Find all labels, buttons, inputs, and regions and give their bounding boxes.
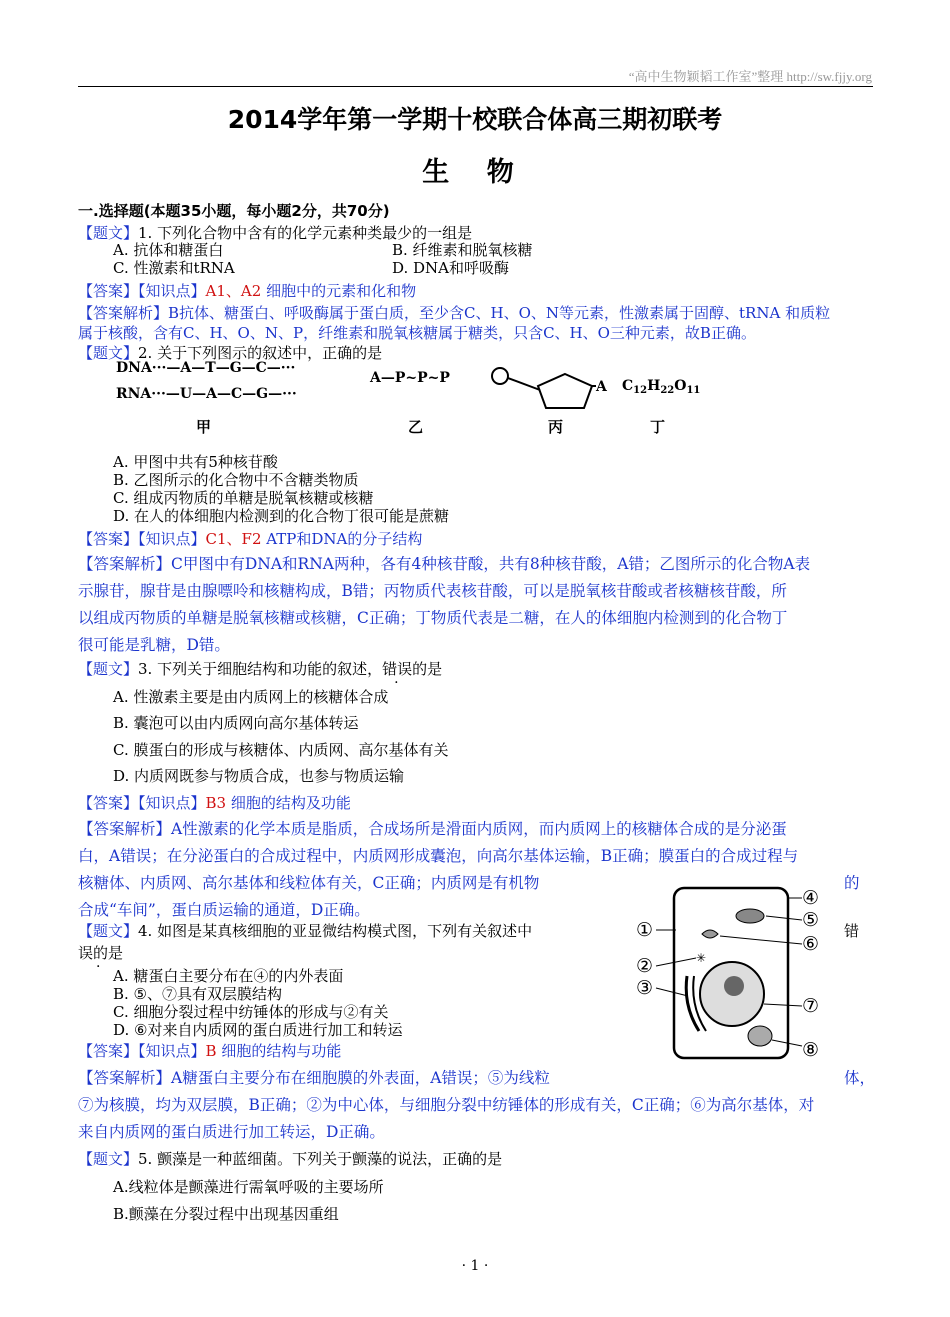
nucleolus <box>724 976 744 996</box>
question-tag: 【题文】 <box>78 224 139 242</box>
q1-option-a: A. 抗体和糖蛋白 <box>113 241 224 259</box>
page-number: · 1 · <box>461 1258 489 1274</box>
q1-analysis-text-1: B抗体、糖蛋白、呼吸酶属于蛋白质，至少含C、H、O、N等元素，性激素属于固醇、tRNA 和质粒 <box>168 304 831 322</box>
knowledge-tag: 【知识点】 <box>138 530 206 548</box>
q3-stem-mark: 错误 <box>382 660 413 678</box>
q3-knowledge-code: B3 <box>205 794 227 812</box>
q3-option-a: A. 性激素主要是由内质网上的核糖体合成 <box>113 688 389 706</box>
phosphate-circle <box>492 368 508 384</box>
q3-analysis-tail-right: 的 <box>844 874 860 892</box>
q2-analysis-text-4: 很可能是乳糖，D错。 <box>78 636 230 654</box>
label-3: ③ <box>636 977 654 999</box>
q4-stem-cont: 误的是 <box>78 944 124 962</box>
q4-analysis-right: 体， <box>844 1069 876 1087</box>
q2-stem-text: 2. 关于下列图示的叙述中，正确的是 <box>138 344 383 362</box>
organelle-8 <box>748 1026 772 1046</box>
question-tag: 【题文】 <box>78 1150 139 1168</box>
analysis-tag: 【答案解析】 <box>78 820 172 838</box>
q4-answer-line <box>78 1040 341 1062</box>
formula-ding: $C_{12}H_{22}O_{11}$ <box>622 378 701 396</box>
q2-analysis-text-1: C甲图中有DNA和RNA两种，各有4种核苷酸，共有8种核苷酸，A错；乙图所示的化合物A表 <box>171 555 811 573</box>
q3-option-b: B. 囊泡可以由内质网向高尔基体转运 <box>113 714 359 732</box>
q2-figure <box>100 352 740 442</box>
question-tag: 【题文】 <box>78 660 139 678</box>
q5-stem <box>78 1148 502 1170</box>
link-line <box>508 378 540 390</box>
q4-analysis-text-3: 来自内质网的蛋白质进行加工转运，D正确。 <box>78 1123 385 1141</box>
question-tag: 【题文】 <box>78 922 139 940</box>
question-tag: 【题文】 <box>78 344 139 362</box>
analysis-tag: 【答案解析】 <box>78 555 172 573</box>
q4-option-d: D. ⑥对来自内质网的蛋白质进行加工和转运 <box>113 1021 403 1039</box>
q3-answer-line <box>78 792 351 814</box>
knowledge-tag: 【知识点】 <box>138 794 206 812</box>
header-watermark: “高中生物颖韬工作室”整理 http://sw.fjjy.org <box>628 69 872 84</box>
q4-option-b: B. ⑤、⑦具有双层膜结构 <box>113 985 283 1003</box>
label-4: ④ <box>802 887 820 909</box>
q2-option-d: D. 在人的体细胞内检测到的化合物丁很可能是蔗糖 <box>113 507 450 525</box>
q1-knowledge-code: A1、A2 <box>205 282 262 300</box>
q3-analysis-text-3: 核糖体、内质网、高尔基体和线粒体有关，C正确；内质网是有机物 <box>78 874 540 892</box>
label-8: ⑧ <box>802 1039 820 1061</box>
knowledge-tag: 【知识点】 <box>138 282 206 300</box>
base-label: A <box>596 379 607 395</box>
q2-option-c: C. 组成丙物质的单糖是脱氧核糖或核糖 <box>113 489 374 507</box>
answer-tag: 【答案】 <box>78 282 139 300</box>
q1-stem-text: 1. 下列化合物中含有的化学元素种类最少的一组是 <box>138 224 473 242</box>
golgi <box>702 930 718 938</box>
q3-stem-end: 的是 <box>412 660 443 678</box>
q1-option-b: B. 纤维素和脱氧核糖 <box>392 241 533 259</box>
q1-answer-line <box>78 280 416 302</box>
analysis-tag: 【答案解析】 <box>78 1069 172 1087</box>
q5-stem-text: 5. 颤藻是一种蓝细菌。下列关于颤藻的说法，正确的是 <box>138 1150 503 1168</box>
knowledge-tag: 【知识点】 <box>138 1042 206 1060</box>
answer-tag: 【答案】 <box>78 530 139 548</box>
q4-stem-right: 错 <box>844 922 860 940</box>
q3-analysis-last: 合成“车间”，蛋白质运输的通道，D正确。 <box>78 901 370 919</box>
q2-knowledge-code: C1、F2 <box>205 530 262 548</box>
mitochondrion <box>736 909 764 923</box>
atp-formula: A—P~P~P <box>370 370 450 386</box>
answer-tag: 【答案】 <box>78 794 139 812</box>
q2-analysis <box>78 551 874 659</box>
label-5: ⑤ <box>802 909 820 931</box>
label-2: ② <box>636 955 654 977</box>
q4-knowledge-code: B <box>205 1042 217 1060</box>
rna-strand: RNA···—U—A—C—G—··· <box>116 386 297 402</box>
q5-option-b: B.颤藻在分裂过程中出现基因重组 <box>113 1205 339 1223</box>
q1-analysis-1 <box>78 302 830 324</box>
q2-option-b: B. 乙图所示的化合物中不含糖类物质 <box>113 471 359 489</box>
label-7: ⑦ <box>802 995 820 1017</box>
section-title: 一.选择题(本题35小题，每小题2分，共70分) <box>78 202 390 220</box>
q4-analysis-text-1: A糖蛋白主要分布在细胞膜的外表面，A错误；⑤为线粒 <box>171 1069 550 1087</box>
q1-option-d: D. DNA和呼吸酶 <box>392 259 510 277</box>
q1-knowledge-text: 细胞中的元素和化和物 <box>261 282 417 300</box>
subject-title: 生 物 <box>422 157 528 188</box>
q3-stem-text: 3. 下列关于细胞结构和功能的叙述， <box>138 660 383 678</box>
q4-option-a: A. 糖蛋白主要分布在④的内外表面 <box>113 967 344 985</box>
centrosome: ✳ <box>696 951 707 965</box>
label-yi: 乙 <box>408 418 424 436</box>
q2-answer-line <box>78 528 422 550</box>
q3-analysis-text-2: 白，A错误；在分泌蛋白的合成过程中，内质网形成囊泡，向高尔基体运输，B正确；膜蛋白的合成过程与 <box>78 847 799 865</box>
label-ding: 丁 <box>650 418 666 436</box>
q3-knowledge-text: 细胞的结构及功能 <box>226 794 351 812</box>
q3-analysis-text-1: A性激素的化学本质是脂质，合成场所是滑面内质网，而内质网上的核糖体合成的是分泌蛋 <box>171 820 787 838</box>
q1-analysis-2: 属于核酸，含有C、H、O、N、P，纤维素和脱氧核糖属于糖类，只含C、H、O三种元素，故B正确。 <box>78 324 756 342</box>
pentose-ring <box>538 374 592 408</box>
answer-tag: 【答案】 <box>78 1042 139 1060</box>
exam-title: 2014学年第一学期十校联合体高三期初联考 <box>227 105 723 134</box>
q3-option-d: D. 内质网既参与物质合成，也参与物质运输 <box>113 767 405 785</box>
q4-option-c: C. 细胞分裂过程中纺锤体的形成与②有关 <box>113 1003 389 1021</box>
analysis-tag: 【答案解析】 <box>78 304 169 322</box>
cell-diagram <box>632 876 832 1066</box>
label-jia: 甲 <box>196 418 212 436</box>
q4-analysis <box>78 1065 874 1146</box>
q5-option-a: A.线粒体是颤藻进行需氧呼吸的主要场所 <box>113 1178 384 1196</box>
q1-option-c: C. 性激素和tRNA <box>113 259 235 277</box>
q2-knowledge-text: ATP和DNA的分子结构 <box>261 530 423 548</box>
dna-strand: DNA···—A—T—G—C—··· <box>116 360 296 376</box>
q4-analysis-text-2: ⑦为核膜，均为双层膜，B正确；②为中心体，与细胞分裂中纺锤体的形成有关，C正确；⑥为高尔基体，对 <box>78 1096 815 1114</box>
q2-analysis-text-2: 示腺苷，腺苷是由腺嘌呤和核糖构成，B错；丙物质代表核苷酸，可以是脱氧核苷酸或者核糖核苷酸，所 <box>78 582 787 600</box>
q2-option-a: A. 甲图中共有5种核苷酸 <box>113 453 278 471</box>
q3-stem <box>78 658 442 680</box>
label-bing: 丙 <box>548 418 564 436</box>
label-1: ① <box>636 919 654 941</box>
label-6: ⑥ <box>802 933 820 955</box>
q4-knowledge-text: 细胞的结构与功能 <box>216 1042 342 1060</box>
q3-option-c: C. 膜蛋白的形成与核糖体、内质网、高尔基体有关 <box>113 741 449 759</box>
header-rule <box>78 86 873 87</box>
q4-stem-text: 4. 如图是某真核细胞的亚显微结构模式图，下列有关叙述中 <box>138 922 533 940</box>
q2-analysis-text-3: 以组成丙物质的单糖是脱氧核糖或核糖，C正确；丁物质代表是二糖，在人的体细胞内检测到的化合物丁 <box>78 609 788 627</box>
q4-stem <box>78 920 532 942</box>
